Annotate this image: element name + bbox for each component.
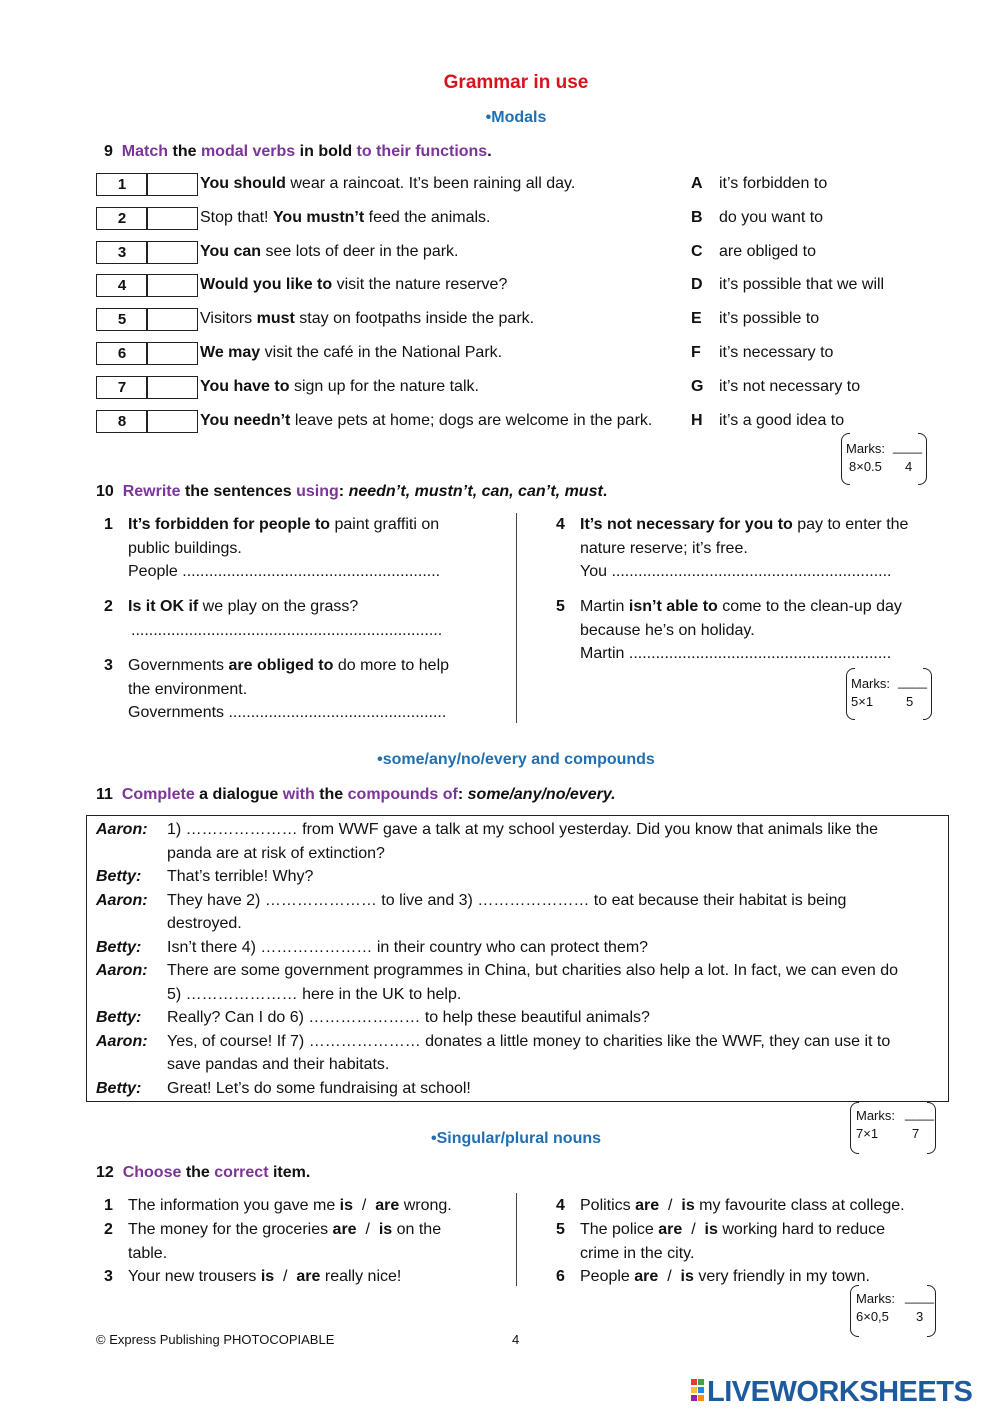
dialogue-text: Yes, of course! If 7) ………………… donates a little money to charities like the WWF, they can use it to [167,1032,891,1050]
sentence-line: Governments are obliged to do more to help [128,657,450,674]
speaker: Betty: [96,1079,142,1097]
answer-box[interactable] [146,173,198,196]
function-text: are obliged to [719,242,816,260]
answer-line[interactable]: Martin ........................................................... [580,645,892,662]
option-2[interactable]: is [681,1197,695,1214]
function-letter: A [691,175,703,192]
answer-box[interactable] [146,376,198,399]
logo-text: LIVEWORKSHEETS [707,1376,973,1408]
function-text: it’s necessary to [719,344,834,361]
item-number: 3 [104,1268,113,1285]
speaker: Aaron: [96,1032,148,1050]
answer-box[interactable] [146,241,198,264]
option-1[interactable]: are [332,1221,357,1238]
speaker: Betty: [96,1009,142,1026]
sentence-line: ...................................................................... [131,621,443,639]
speaker: Betty: [96,868,142,885]
ex10-divider [516,513,517,723]
item-number: 2 [104,598,113,615]
ex12-divider [516,1193,517,1286]
ex11-instruction: 11 Complete a dialogue with the compounds of: some/any/no/every. [96,786,616,803]
answer-box[interactable] [146,308,198,331]
ex10-instruction: 10 Rewrite the sentences using: needn’t, mustn’t, can, can’t, must. [96,483,608,500]
item-number: 1 [104,1197,113,1214]
choice-sentence: Your new trousers is / are really nice! [128,1268,402,1285]
choice-sentence: Politics are / is my favourite class at college. [580,1197,905,1214]
option-1[interactable]: is [339,1197,354,1214]
answer-box[interactable] [146,410,198,433]
dialogue-text: That’s terrible! Why? [167,868,314,885]
function-letter: G [691,377,704,395]
modal-sentence: We may visit the café in the National Park. [200,344,503,361]
ex9-marks: Marks: ____ 8×0.5 4 [841,433,927,485]
option-2[interactable]: are [375,1197,400,1214]
modal-sentence: You can see lots of deer in the park. [200,242,459,260]
choice-sentence-cont: crime in the city. [580,1244,695,1262]
option-1[interactable]: are [634,1268,659,1285]
answer-line[interactable]: People .......................................................... [128,563,441,580]
function-letter: D [691,276,703,294]
function-text: it’s possible to [719,310,820,328]
choice-sentence-cont: table. [128,1244,168,1262]
item-number: 5 [556,1221,565,1238]
ex12-marks: Marks: ____ 6×0,5 3 [850,1285,936,1337]
ex10-marks: Marks: ____ 5×1 5 [846,668,932,720]
speaker: Aaron: [96,821,148,838]
speaker: Betty: [96,938,142,956]
answer-box[interactable] [146,342,198,365]
answer-line[interactable]: You ............................................................... [580,563,892,580]
modal-sentence: Stop that! You mustn’t feed the animals. [200,208,491,226]
section-singular-plural: •Singular/plural nouns [430,1130,602,1147]
item-number-box: 3 [96,241,148,264]
speaker: Aaron: [96,962,148,979]
answer-line[interactable]: Governments ................................................. [128,704,447,721]
ex9-instruction: 9 Match the modal verbs in bold to their functions. [104,143,492,160]
dialogue-text: 5) ………………… here in the UK to help. [167,985,462,1003]
ex12-instruction: 12 Choose the correct item. [96,1164,311,1181]
sentence-line: nature reserve; it’s free. [580,539,748,557]
sentence-line: the environment. [128,680,248,698]
modal-sentence: Would you like to visit the nature reserve? [200,276,508,294]
sentence-line: because he’s on holiday. [580,621,755,639]
item-number: 4 [556,516,565,533]
item-number: 3 [104,657,113,674]
modal-sentence: Visitors must stay on footpaths inside the park. [200,310,535,328]
item-number-box: 8 [96,410,148,433]
item-number: 6 [556,1268,565,1285]
function-letter: H [691,411,703,429]
item-number-box: 2 [96,207,148,230]
option-1[interactable]: is [260,1268,275,1285]
item-number-box: 6 [96,342,148,365]
sentence-line: It’s forbidden for people to paint graffiti on [128,516,440,533]
function-text: it’s not necessary to [719,377,861,395]
dialogue-text: They have 2) ………………… to live and 3) ………………… to eat because their habitat is being [167,891,847,909]
function-text: do you want to [719,208,824,226]
modal-sentence: You needn’t leave pets at home; dogs are welcome in the park. [200,411,653,429]
item-number-box: 4 [96,274,148,297]
function-letter: C [691,242,703,260]
dialogue-text: save pandas and their habitats. [167,1056,390,1073]
sentence-line: Is it OK if we play on the grass? [128,598,359,615]
answer-box[interactable] [146,274,198,297]
option-2[interactable]: is [704,1221,718,1238]
choice-sentence: The money for the groceries are / is on the [128,1221,442,1238]
function-text: it’s forbidden to [719,175,828,192]
page-title: Grammar in use [443,72,589,93]
function-text: it’s possible that we will [719,276,885,294]
item-number: 4 [556,1197,565,1214]
answer-box[interactable] [146,207,198,230]
copyright: © Express Publishing PHOTOCOPIABLE [96,1332,335,1347]
ex11-marks: Marks: ____ 7×1 7 [850,1102,936,1154]
section-some-any: •some/any/no/every and compounds [377,751,655,768]
modal-sentence: You should wear a raincoat. It’s been raining all day. [200,175,576,192]
dialogue-text: Really? Can I do 6) ………………… to help these beautiful animals? [167,1009,650,1026]
option-2[interactable]: is [378,1221,393,1238]
function-letter: E [691,310,702,328]
modal-sentence: You have to sign up for the nature talk. [200,377,479,395]
item-number: 1 [104,516,113,533]
item-number-box: 5 [96,308,148,331]
item-number: 2 [104,1221,113,1238]
speaker: Aaron: [96,891,148,909]
dialogue-text: There are some government programmes in China, but charities also help a lot. In fact, we can even do [167,962,899,979]
choice-sentence: The police are / is working hard to reduce [580,1221,886,1238]
sentence-line: It’s not necessary for you to pay to enter the [580,516,909,533]
function-letter: B [691,208,703,226]
section-modals: •Modals [485,109,547,126]
dialogue-text: Great! Let’s do some fundraising at school! [167,1079,471,1097]
sentence-line: public buildings. [128,539,242,557]
function-text: it’s a good idea to [719,411,845,429]
logo-icon [691,1379,705,1403]
page-number: 4 [512,1332,520,1347]
option-1[interactable]: are [635,1197,660,1214]
option-2[interactable]: are [296,1268,321,1285]
option-1[interactable]: are [658,1221,683,1238]
choice-sentence: The information you gave me is / are wrong. [128,1197,452,1214]
choice-sentence: People are / is very friendly in my town. [580,1268,870,1285]
dialogue-text: destroyed. [167,915,242,932]
item-number-box: 7 [96,376,148,399]
dialogue-text: Isn’t there 4) ………………… in their country who can protect them? [167,938,649,956]
item-number-box: 1 [96,173,148,196]
dialogue-text: 1) ………………… from WWF gave a talk at my school yesterday. Did you know that animals like the [167,821,879,838]
sentence-line: Martin isn’t able to come to the clean-up day [580,598,902,615]
option-2[interactable]: is [680,1268,694,1285]
function-letter: F [691,344,701,361]
item-number: 5 [556,598,565,615]
dialogue-text: panda are at risk of extinction? [167,844,385,862]
